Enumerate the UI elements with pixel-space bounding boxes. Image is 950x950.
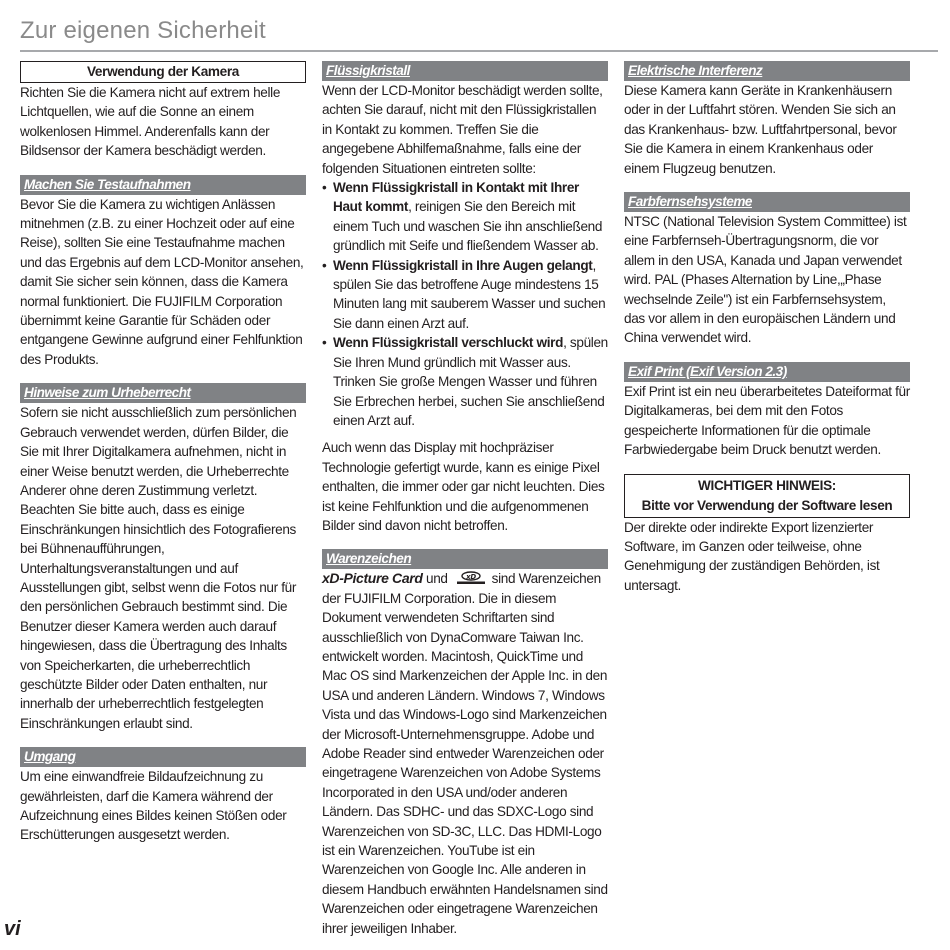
list-item [322, 256, 608, 334]
list-item [322, 333, 608, 430]
title-rule [20, 50, 938, 52]
list-item-bold: Wenn Flüssigkristall verschluckt wird [333, 335, 564, 351]
section-heading-exif: Exif Print (Exif Version 2.3) [624, 362, 910, 382]
section-text-liquid-crystal-intro: Wenn der LCD-Monitor beschädigt werden sollte, achten Sie darauf, nicht mit den Flüssigkristallen in Kontakt zu kommen. Treffen Sie die angegebene Abhilfemaßnahme, falls eine der folgenden Situationen eintreten sollte: [322, 83, 603, 176]
trademark-und: und [426, 571, 448, 587]
list-item-text: , reinigen Sie den Bereich mit einem Tuch und waschen Sie ihn anschließend gründlich mit Seife und fließendem Wasser ab. [333, 199, 603, 254]
column-right [624, 61, 910, 595]
section-heading-handling: Umgang [20, 747, 306, 767]
section-text-trademarks [322, 569, 608, 938]
section-heading-copyright: Hinweise zum Urheberrecht [20, 383, 306, 403]
notice-heading-line1: WICHTIGER HINWEIS: [698, 477, 836, 493]
list-item-bold: Wenn Flüssigkristall in Kontakt mit Ihrer Haut kommt [333, 180, 579, 215]
xd-picture-card-brand: xD-Picture Card [322, 570, 423, 587]
liquid-crystal-list [322, 178, 608, 430]
page-title: Zur eigenen Sicherheit [20, 17, 266, 44]
section-heading-notice [624, 474, 910, 518]
trademark-text: sind Warenzeichen der FUJIFILM Corporation. Die in diesem Dokument verwendeten Schriftarten sind ausschließlich von DynaComware Taiwan Inc. entwickelt worden. Macintosh, QuickTime und Mac OS sind Markenzeichen der Apple Inc. in den USA und anderen Ländern. Windows 7, Windows Vista und das Windows-Logo sind Markenzeichen der Microsoft-Unternehmensgruppe. Adobe und Adobe Reader sind entweder Warenzeichen oder eingetragene Warenzeichen von Adobe Systems Incorporated in den USA und/oder anderen Ländern. Das SDHC- und das SDXC-Logo sind Warenzeichen von SD-3C, LLC. Das HDMI-Logo ist ein Warenzeichen. YouTube ist ein Warenzeichen von Google Inc. Alle anderen in diesem Handbuch erwähnten Handelsnamen sind Warenzeichen oder eingetragene Warenzeichen ihrer jeweiligen Inhaber. [322, 571, 608, 936]
section-heading-interference: Elektrische Interferenz [624, 61, 910, 81]
section-heading-camera-use: Verwendung der Kamera [20, 61, 306, 83]
section-text-interference: Diese Kamera kann Geräte in Krankenhäusern oder in der Luftfahrt stören. Wenden Sie sich an das Krankenhaus- bzw. Luftfahrtpersonal, bevor Sie die Kamera in einem Krankenhaus oder einem Flugzeug benutzen. [624, 83, 897, 176]
notice-heading-line2: Bitte vor Verwendung der Software lesen [641, 497, 893, 513]
column-middle [322, 61, 608, 938]
section-text-liquid-crystal-outro: Auch wenn das Display mit hochpräziser Technologie gefertigt wurde, kann es einige Pixel enthalten, die immer oder gar nicht leuchten. Dies ist keine Fehlfunktion und die aufgenommenen Bilder sind davon nicht betroffen. [322, 440, 605, 533]
list-item-bold: Wenn Flüssigkristall in Ihre Augen gelangt [333, 257, 593, 273]
section-text-test-shots: Bevor Sie die Kamera zu wichtigen Anlässen mitnehmen (z.B. zu einer Hochzeit oder auf eine Reise), sollten Sie eine Testaufnahme machen und das Ergebnis auf dem LCD-Monitor ansehen, damit Sie sicher sein können, dass die Kamera normal funktioniert. Die FUJIFILM Corporation übernimmt keine Garantie für Schäden oder entgangene Gewinne aufgrund einer Fehlfunktion des Produkts. [20, 196, 304, 367]
section-text-handling: Um eine einwandfreie Bildaufzeichnung zu gewährleisten, darf die Kamera während der Aufzeichnung eines Bildes keinen Stößen oder Erschütterungen ausgesetzt werden. [20, 769, 287, 843]
section-text-notice: Der direkte oder indirekte Export lizenzierter Software, im Ganzen oder teilweise, ohne Genehmigung der zuständigen Behörden, ist untersagt. [624, 519, 880, 593]
svg-text:xD: xD [465, 573, 476, 582]
xd-logo-icon [454, 571, 488, 585]
page-number: vi [4, 918, 21, 940]
section-heading-test-shots: Machen Sie Testaufnahmen [20, 175, 306, 195]
section-text-copyright: Sofern sie nicht ausschließlich zum persönlichen Gebrauch verwendet werden, dürfen Bilder, die Sie mit Ihrer Digitalkamera aufnehmen, nicht in einer Weise benutzt werden, die Urheberrechte Anderer ohne deren Zustimmung verletzt. Beachten Sie bitte auch, dass es einige Einschränkungen hinsichtlich des Fotografierens bei Bühnenaufführungen, Unterhaltungsveranstaltungen und auf Ausstellungen gibt, selbst wenn die Fotos nur für den persönlichen Gebrauch bestimmt sind. Die Benutzer dieser Kamera werden auch darauf hingewiesen, dass die Übertragung des Inhalts von Speicherkarten, die urheberrechtlich geschützte Bilder oder Daten enthalten, nur innerhalb der urheberrechtlich festgelegten Einschränkungen erlaubt sind. [20, 405, 297, 731]
list-item-text: , spülen Sie das betroffene Auge mindestens 15 Minuten lang mit sauberem Wasser und suchen Sie dann einen Arzt auf. [333, 257, 606, 331]
list-item [322, 178, 608, 256]
section-heading-tv-systems: Farbfernsehsysteme [624, 192, 910, 212]
column-left [20, 61, 306, 845]
section-text-tv-systems: NTSC (National Television System Committee) ist eine Farbfernseh-Übertragungsnorm, die vor allem in den USA, Kanada und Japan verwendet wird. PAL (Phases Alternation by Line,„Phase wechselnde Zeile") ist ein Farbfernsehsystem, das vor allem in den europäischen Ländern und China verwendet wird. [624, 214, 907, 346]
section-heading-trademarks: Warenzeichen [322, 549, 608, 569]
list-item-text: , spülen Sie Ihren Mund gründlich mit Wasser aus. Trinken Sie große Mengen Wasser und führen Sie Erbrechen herbei, suchen Sie anschließend einen Arzt auf. [333, 335, 608, 428]
section-text-exif: Exif Print ist ein neu überarbeitetes Dateiformat für Digitalkameras, bei dem mit den Fotos gespeicherte Informationen für die optimale Farbwiedergabe beim Druck benutzt werden. [624, 383, 910, 458]
section-text-camera-use: Richten Sie die Kamera nicht auf extrem helle Lichtquellen, wie auf die Sonne an einem wolkenlosen Himmel. Anderenfalls kann der Bildsensor der Kamera beschädigt werden. [20, 85, 281, 159]
section-heading-liquid-crystal: Flüssigkristall [322, 61, 608, 81]
